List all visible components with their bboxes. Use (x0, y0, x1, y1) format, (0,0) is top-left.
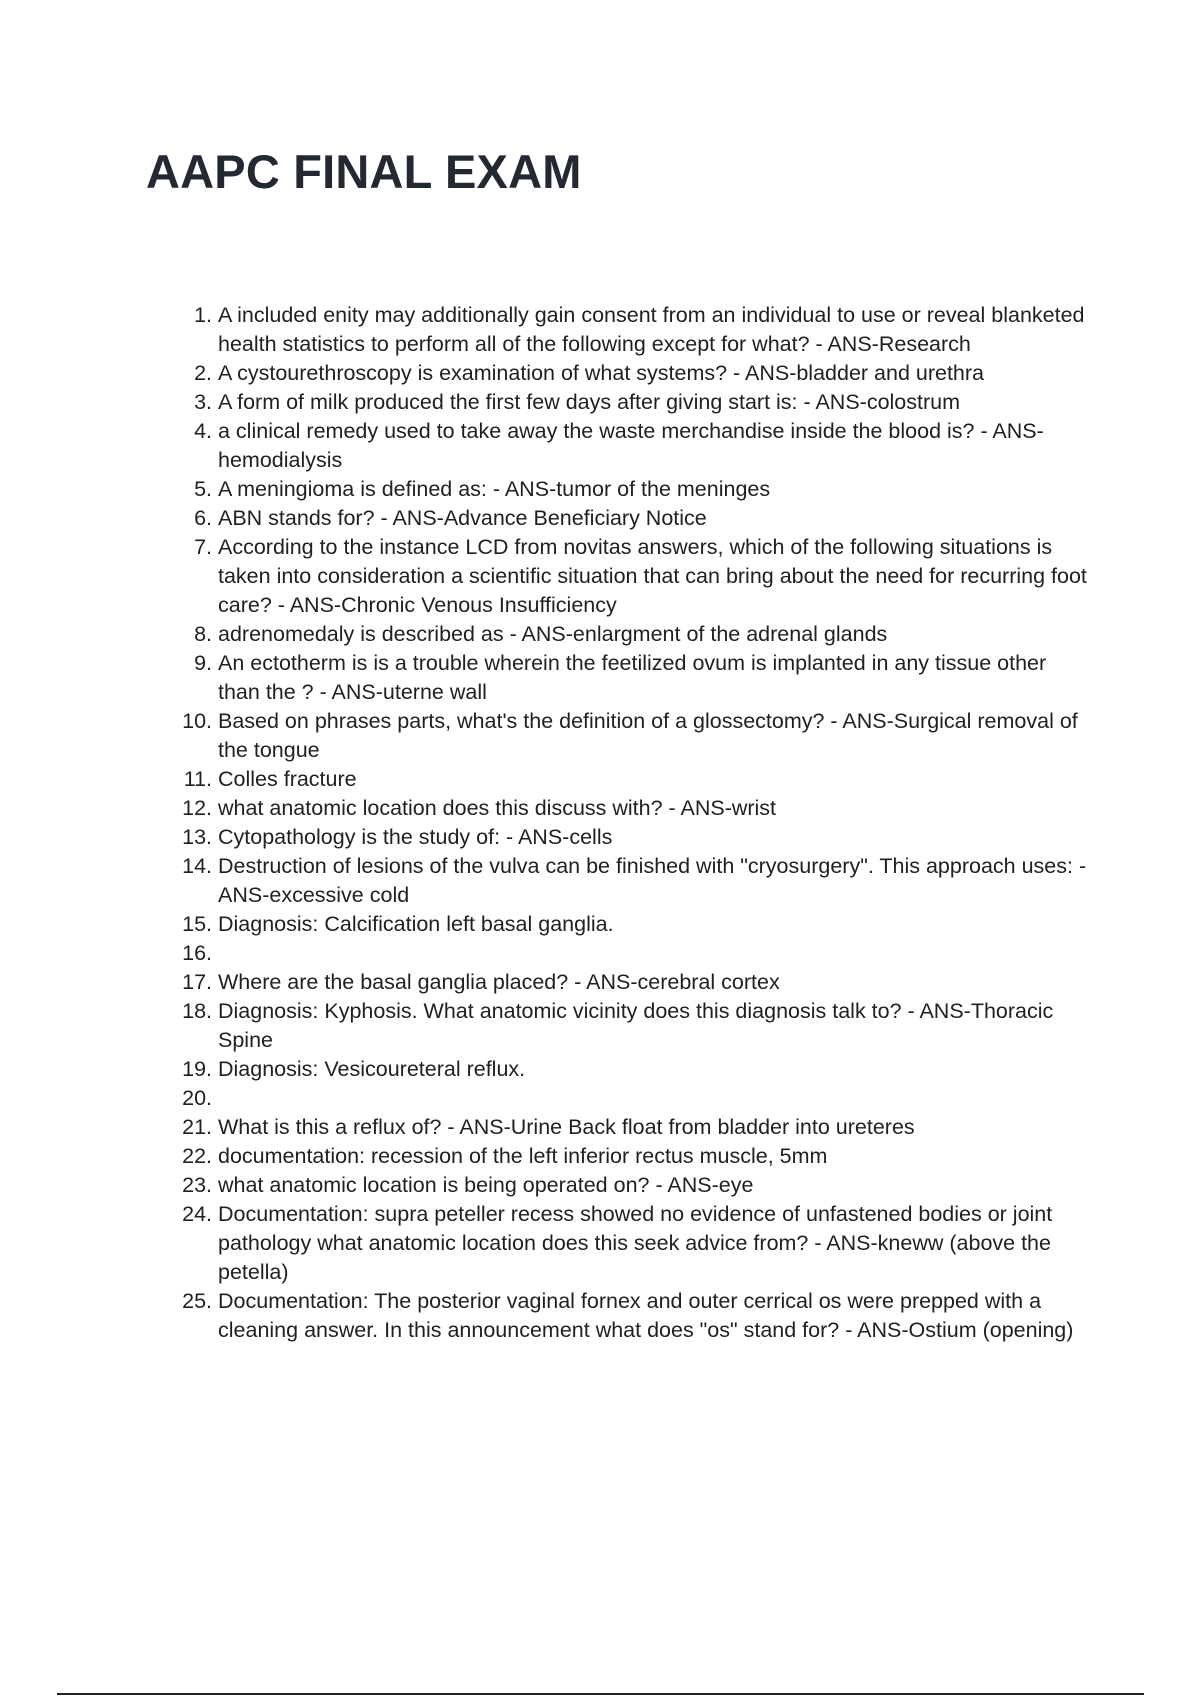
question-text: A included enity may additionally gain consent from an individual to use or reveal blanketed health statistics to perform all of the following except for what? - ANS-Research (218, 303, 1085, 356)
question-item-19 (178, 1055, 1088, 1084)
question-text: Documentation: supra peteller recess showed no evidence of unfastened bodies or joint pathology what anatomic location does this seek advice from? - ANS-kneww (above the petella) (218, 1202, 1053, 1284)
question-number: 15. (182, 912, 212, 936)
question-item-3 (178, 388, 1088, 417)
question-number: 2. (194, 361, 212, 385)
question-item-12 (178, 794, 1088, 823)
question-item-14 (178, 852, 1088, 910)
question-number: 22. (182, 1144, 212, 1168)
question-number: 9. (194, 651, 212, 675)
question-number: 16. (182, 941, 212, 965)
question-number: 19. (182, 1057, 212, 1081)
question-item-16 (178, 939, 1088, 968)
question-text: Diagnosis: Vesicoureteral reflux. (218, 1057, 526, 1081)
question-text: documentation: recession of the left inferior rectus muscle, 5mm (218, 1144, 828, 1168)
question-number: 3. (194, 390, 212, 414)
question-item-10 (178, 707, 1088, 765)
question-item-24 (178, 1200, 1088, 1287)
question-number: 10. (182, 709, 212, 733)
question-item-1 (178, 301, 1088, 359)
question-text (218, 939, 1088, 968)
question-item-7 (178, 533, 1088, 620)
question-item-25 (178, 1287, 1088, 1345)
question-text: Cytopathology is the study of: - ANS-cells (218, 825, 613, 849)
question-item-13 (178, 823, 1088, 852)
question-text: Diagnosis: Kyphosis. What anatomic vicinity does this diagnosis talk to? - ANS-Thoracic Spine (218, 999, 1054, 1052)
question-text: adrenomedaly is described as - ANS-enlargment of the adrenal glands (218, 622, 888, 646)
question-text: A form of milk produced the first few days after giving start is: - ANS-colostrum (218, 390, 961, 414)
question-item-18 (178, 997, 1088, 1055)
question-number: 23. (182, 1173, 212, 1197)
question-text: A cystourethroscopy is examination of what systems? - ANS-bladder and urethra (218, 361, 985, 385)
question-number: 6. (194, 506, 212, 530)
question-item-5 (178, 475, 1088, 504)
question-number: 7. (194, 535, 212, 559)
page-title: AAPC FINAL EXAM (146, 145, 582, 198)
question-item-15 (178, 910, 1088, 939)
question-item-20 (178, 1084, 1088, 1113)
question-text: a clinical remedy used to take away the waste merchandise inside the blood is? - ANS-hemodialysis (218, 419, 1044, 472)
question-number: 12. (182, 796, 212, 820)
question-item-22 (178, 1142, 1088, 1171)
question-item-11 (178, 765, 1088, 794)
question-list (178, 301, 1088, 1345)
question-text: Where are the basal ganglia placed? - ANS-cerebral cortex (218, 970, 780, 994)
question-text: Destruction of lesions of the vulva can be finished with "cryosurgery". This approach uses: - ANS-excessive cold (218, 854, 1087, 907)
question-number: 21. (182, 1115, 212, 1139)
question-item-6 (178, 504, 1088, 533)
question-item-8 (178, 620, 1088, 649)
question-item-2 (178, 359, 1088, 388)
question-text: Documentation: The posterior vaginal fornex and outer cerrical os were prepped with a cleaning answer. In this announcement what does "os" stand for? - ANS-Ostium (opening) (218, 1289, 1074, 1342)
question-number: 1. (194, 303, 212, 327)
question-text: According to the instance LCD from novitas answers, which of the following situations is taken into consideration a scientific situation that can bring about the need for recurring foot care? - ANS-Chronic Venous Insufficiency (218, 535, 1087, 617)
question-number: 25. (182, 1289, 212, 1313)
question-number: 5. (194, 477, 212, 501)
question-text (218, 1084, 1088, 1113)
question-item-4 (178, 417, 1088, 475)
question-item-23 (178, 1171, 1088, 1200)
question-text: Diagnosis: Calcification left basal ganglia. (218, 912, 614, 936)
question-item-21 (178, 1113, 1088, 1142)
question-text: ABN stands for? - ANS-Advance Beneficiary Notice (218, 506, 707, 530)
question-text: what anatomic location is being operated on? - ANS-eye (218, 1173, 754, 1197)
question-number: 13. (182, 825, 212, 849)
question-text: what anatomic location does this discuss with? - ANS-wrist (218, 796, 777, 820)
question-number: 17. (182, 970, 212, 994)
question-number: 20. (182, 1086, 212, 1110)
question-number: 8. (194, 622, 212, 646)
question-number: 4. (194, 419, 212, 443)
question-number: 24. (182, 1202, 212, 1226)
question-text: What is this a reflux of? - ANS-Urine Back float from bladder into ureteres (218, 1115, 915, 1139)
footer-divider (57, 1693, 1144, 1695)
question-item-9 (178, 649, 1088, 707)
question-number: 18. (182, 999, 212, 1023)
question-item-17 (178, 968, 1088, 997)
question-number: 14. (182, 854, 212, 878)
question-text: A meningioma is defined as: - ANS-tumor of the meninges (218, 477, 771, 501)
question-number: 11. (183, 767, 212, 791)
question-text: Colles fracture (218, 767, 357, 791)
question-text: An ectotherm is is a trouble wherein the feetilized ovum is implanted in any tissue other than the ? - ANS-uterne wall (218, 651, 1047, 704)
question-text: Based on phrases parts, what's the definition of a glossectomy? - ANS-Surgical removal of the tongue (218, 709, 1078, 762)
